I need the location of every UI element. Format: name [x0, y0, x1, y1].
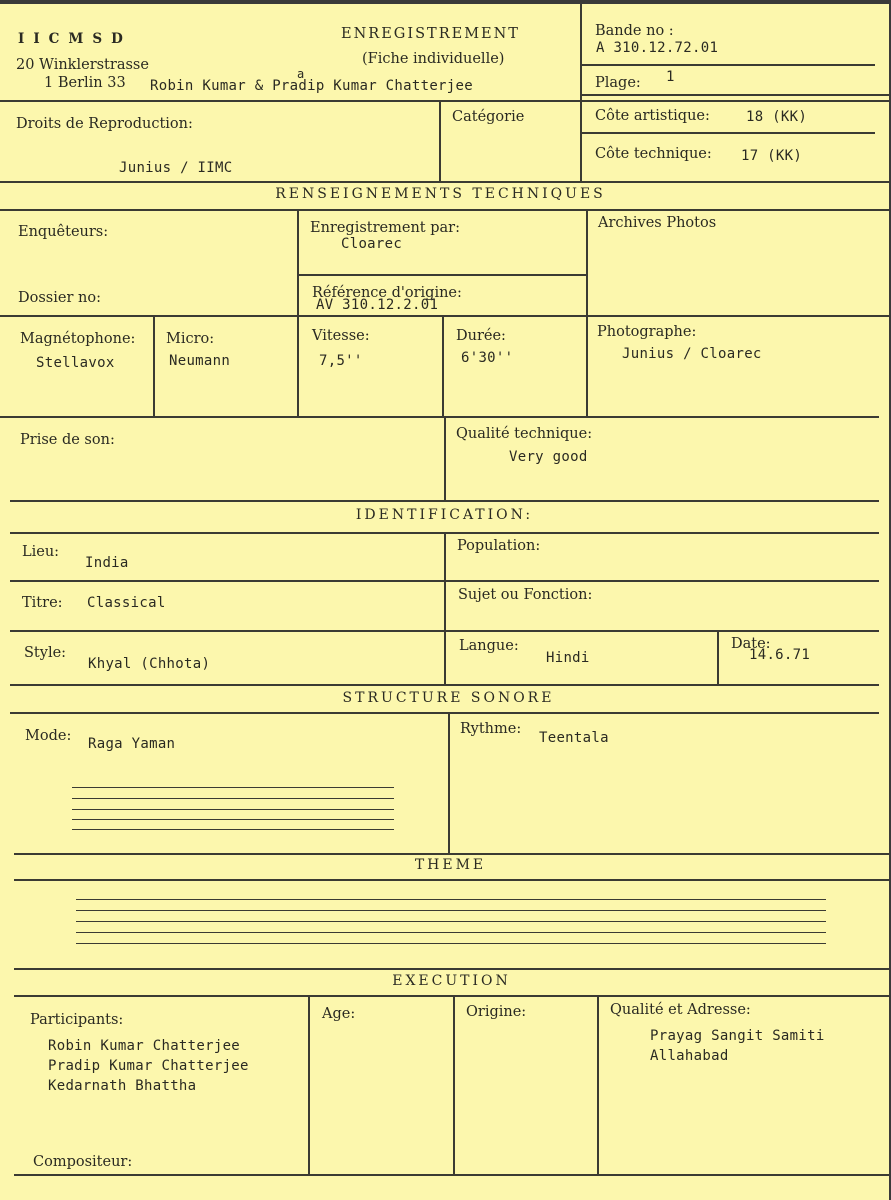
staff-line: [72, 787, 394, 788]
archives-label: Archives Photos: [598, 215, 717, 231]
vitesse-label: Vitesse:: [312, 328, 370, 344]
enqueteurs-label: Enquêteurs:: [18, 224, 109, 240]
cote-artistique-value: 18 (KK): [746, 109, 808, 125]
record-card: [0, 4, 889, 1200]
date-value: 14.6.71: [749, 647, 811, 663]
rule: [580, 64, 875, 66]
rythme-label: Rythme:: [460, 721, 522, 737]
rule: [453, 995, 455, 1174]
section-title-structure: STRUCTURE SONORE: [342, 690, 555, 706]
staff-line: [76, 943, 826, 944]
photographe-value: Junius / Cloarec: [622, 346, 762, 362]
population-label: Population:: [457, 538, 541, 554]
rule: [14, 1174, 889, 1176]
section-title-execution: EXECUTION: [392, 973, 511, 989]
duree-label: Durée:: [456, 328, 506, 344]
staff-line: [72, 819, 394, 820]
rule: [580, 94, 889, 96]
reference-label: Référence d'origine:: [312, 285, 462, 301]
staff-line: [76, 932, 826, 933]
qualite-technique-label: Qualité technique:: [456, 426, 593, 442]
rule: [0, 315, 889, 317]
rule: [580, 132, 875, 134]
plage-value: 1: [666, 69, 675, 85]
rule: [10, 500, 879, 502]
rule: [297, 274, 587, 276]
rule: [444, 416, 446, 500]
rule: [597, 995, 599, 1174]
qualite-adresse-label: Qualité et Adresse:: [610, 1002, 751, 1018]
qualite-adresse-line: Allahabad: [650, 1048, 729, 1064]
micro-label: Micro:: [166, 331, 215, 347]
bande-value: A 310.12.72.01: [596, 40, 719, 56]
langue-label: Langue:: [459, 638, 519, 654]
cote-technique-label: Côte technique:: [595, 146, 712, 162]
qualite-adresse-line: Prayag Sangit Samiti: [650, 1028, 825, 1044]
cote-artistique-label: Côte artistique:: [595, 108, 710, 124]
vitesse-value: 7,5'': [319, 353, 363, 369]
participants-label: Participants:: [30, 1012, 124, 1028]
rule: [439, 100, 441, 181]
rule: [448, 712, 450, 853]
enregistrement-label: Enregistrement par:: [310, 220, 460, 236]
photographe-label: Photographe:: [597, 324, 697, 340]
compositeur-label: Compositeur:: [33, 1154, 133, 1170]
staff-line: [76, 899, 826, 900]
rule: [444, 532, 446, 684]
form-title: ENREGISTREMENT: [341, 26, 520, 42]
address-line-2: 1 Berlin 33: [44, 75, 126, 91]
duree-value: 6'30'': [461, 350, 514, 366]
rule: [0, 209, 889, 211]
magnetophone-value: Stellavox: [36, 355, 115, 371]
sujet-label: Sujet ou Fonction:: [458, 587, 593, 603]
rule: [0, 181, 889, 183]
lieu-label: Lieu:: [22, 544, 60, 560]
form-subtitle: (Fiche individuelle): [362, 51, 505, 67]
rule: [297, 209, 299, 416]
titre-value: Classical: [87, 595, 166, 611]
rule: [14, 968, 889, 970]
participant-item: Pradip Kumar Chatterjee: [48, 1058, 249, 1074]
style-label: Style:: [24, 645, 67, 661]
rule: [308, 995, 310, 1174]
langue-value: Hindi: [546, 650, 590, 666]
origine-label: Origine:: [466, 1004, 527, 1020]
artists-value: Robin Kumar & Pradip Kumar Chatterjee: [150, 78, 473, 94]
mode-label: Mode:: [25, 728, 72, 744]
categorie-label: Catégorie: [452, 109, 525, 125]
magnetophone-label: Magnétophone:: [20, 331, 136, 347]
staff-line: [76, 921, 826, 922]
address-line-1: 20 Winklerstrasse: [16, 57, 149, 73]
rythme-value: Teentala: [539, 730, 609, 746]
staff-line: [72, 829, 394, 830]
rule: [0, 100, 889, 102]
titre-label: Titre:: [22, 595, 63, 611]
date-label: Date:: [731, 636, 771, 652]
lieu-value: India: [85, 555, 129, 571]
rule: [586, 209, 588, 416]
rule: [14, 879, 889, 881]
section-title-theme: THEME: [414, 857, 487, 873]
staff-line: [72, 809, 394, 810]
rule: [717, 630, 719, 684]
rule: [442, 315, 444, 416]
section-title-technique: RENSEIGNEMENTS TECHNIQUES: [275, 186, 606, 202]
reference-value: AV 310.12.2.01: [316, 297, 439, 313]
rule: [10, 712, 879, 714]
droits-label: Droits de Reproduction:: [16, 116, 193, 132]
staff-line: [72, 798, 394, 799]
plage-label: Plage:: [595, 75, 641, 91]
correction-mark: a: [297, 67, 305, 81]
age-label: Age:: [322, 1006, 356, 1022]
rule: [10, 684, 879, 686]
micro-value: Neumann: [169, 353, 231, 369]
qualite-technique-value: Very good: [509, 449, 588, 465]
enregistrement-value: Cloarec: [341, 236, 403, 252]
staff-line: [76, 910, 826, 911]
droits-value: Junius / IIMC: [119, 160, 233, 176]
cote-technique-value: 17 (KK): [741, 148, 803, 164]
mode-value: Raga Yaman: [88, 736, 176, 752]
prise-de-son-label: Prise de son:: [20, 432, 115, 448]
organization-logo: IICMSD: [18, 31, 132, 47]
rule: [14, 853, 889, 855]
rule: [580, 4, 582, 181]
dossier-label: Dossier no:: [18, 290, 101, 306]
participant-item: Robin Kumar Chatterjee: [48, 1038, 241, 1054]
bande-label: Bande no :: [595, 23, 674, 39]
rule: [0, 416, 879, 418]
section-title-identification: IDENTIFICATION:: [355, 507, 534, 523]
participant-item: Kedarnath Bhattha: [48, 1078, 197, 1094]
style-value: Khyal (Chhota): [88, 656, 211, 672]
rule: [14, 995, 889, 997]
rule: [153, 315, 155, 416]
